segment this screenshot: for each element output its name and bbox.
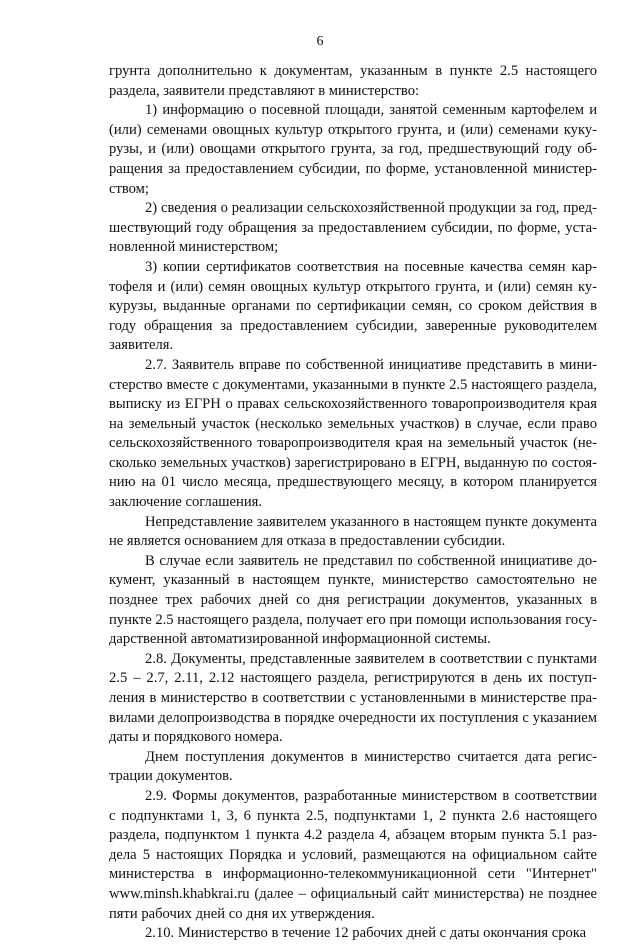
paragraph-11: 2.10. Министерство в течение 12 рабочих дней с даты окончания срока <box>145 925 587 942</box>
paragraph-8: 2.8. Документы, представленные заявителем в соответствии с пунктaми 2.5 – 2.7, 2.11, 2.12 настоящего раздела, регистрируются в день их поступления в министерство в соответствии с установленными в министерстве правилами делопроизводства в порядке очередности их поступления с указанием даты и порядкового номера. <box>109 650 597 746</box>
page-number: 6 <box>316 34 324 49</box>
paragraph-6: Непредставление заявителем указанного в настоящем пункте документа не является основанием для отказа в предоставлении субсидии. <box>109 513 597 550</box>
paragraph-3: 2) сведения о реализации сельскохозяйственной продукции за год, предшествующий году обращения за предоставлением субсидии, по форме, установленной министерством; <box>109 200 597 256</box>
document-body <box>109 62 597 944</box>
paragraph-5: 2.7. Заявитель вправе по собственной инициативе представить в министерство вместе с документами, указанными в пункте 2.5 настоящего раздела, выписку из ЕГРН о правах сельскохозяйственного товаропроизводителя края на земельный участок (несколько земельных участков) в случае, если право сельскохозяйственного товаропроизводителя края на земельный участок (несколько земельных участков) зарегистрировано в ЕГРН, выданную по состоянию на 01 число месяца, предшествующего месяцу, в котором планируется заключение соглашения. <box>109 356 597 511</box>
paragraph-9: Днем поступления документов в министерство считается дата регистрации документов. <box>109 748 597 785</box>
paragraph-10: 2.9. Формы документов, разработанные министерством в соответствии с подпунктами 1, 3, 6 пункта 2.5, подпунктами 1, 2 пункта 2.6 настоящего раздела, подпунктом 1 пункта 4.2 раздела 4, абзацем вторым пункта 5.1 раздела 5 настоящих Порядка и условий, размещаются на официальном сайте министерства в информационно-телекоммуникационной сети "Интернет" www.minsh.khabkrai.ru (далее – официальный сайт министерства) не позднее пяти рабочих дней со дня их утверждения. <box>109 787 597 922</box>
paragraph-2: 1) информацию о посевной площади, занятой семенным картофелем и (или) семенами овощных культур открытого грунта, и (или) семенами кукурузы, и (или) овощами открытого грунта, за год, предшествующий году обращения за предоставлением субсидии, по форме, установленной министерством; <box>109 102 597 197</box>
paragraph-1: грунта дополнительно к документам, указанным в пункте 2.5 настоящего раздела, заявители представляют в министерство: <box>109 63 597 99</box>
paragraph-4: 3) копии сертификатов соответствия на посевные качества семян картофеля и (или) семян овощных культур открытого грунта, и (или) семян кукурузы, выданные органами по сертификации семян, со сроком действия в году обращения за предоставлением субсидии, заверенные руководителем заявителя. <box>109 258 597 354</box>
paragraph-7: В случае если заявитель не представил по собственной инициативе документ, указанный в настоящем пункте, министерство самостоятельно не позднее трех рабочих дней со дня регистрации документов, указанных в пункте 2.5 настоящего раздела, получает его при помощи использования государственной автоматизированной информационной системы. <box>109 552 597 648</box>
